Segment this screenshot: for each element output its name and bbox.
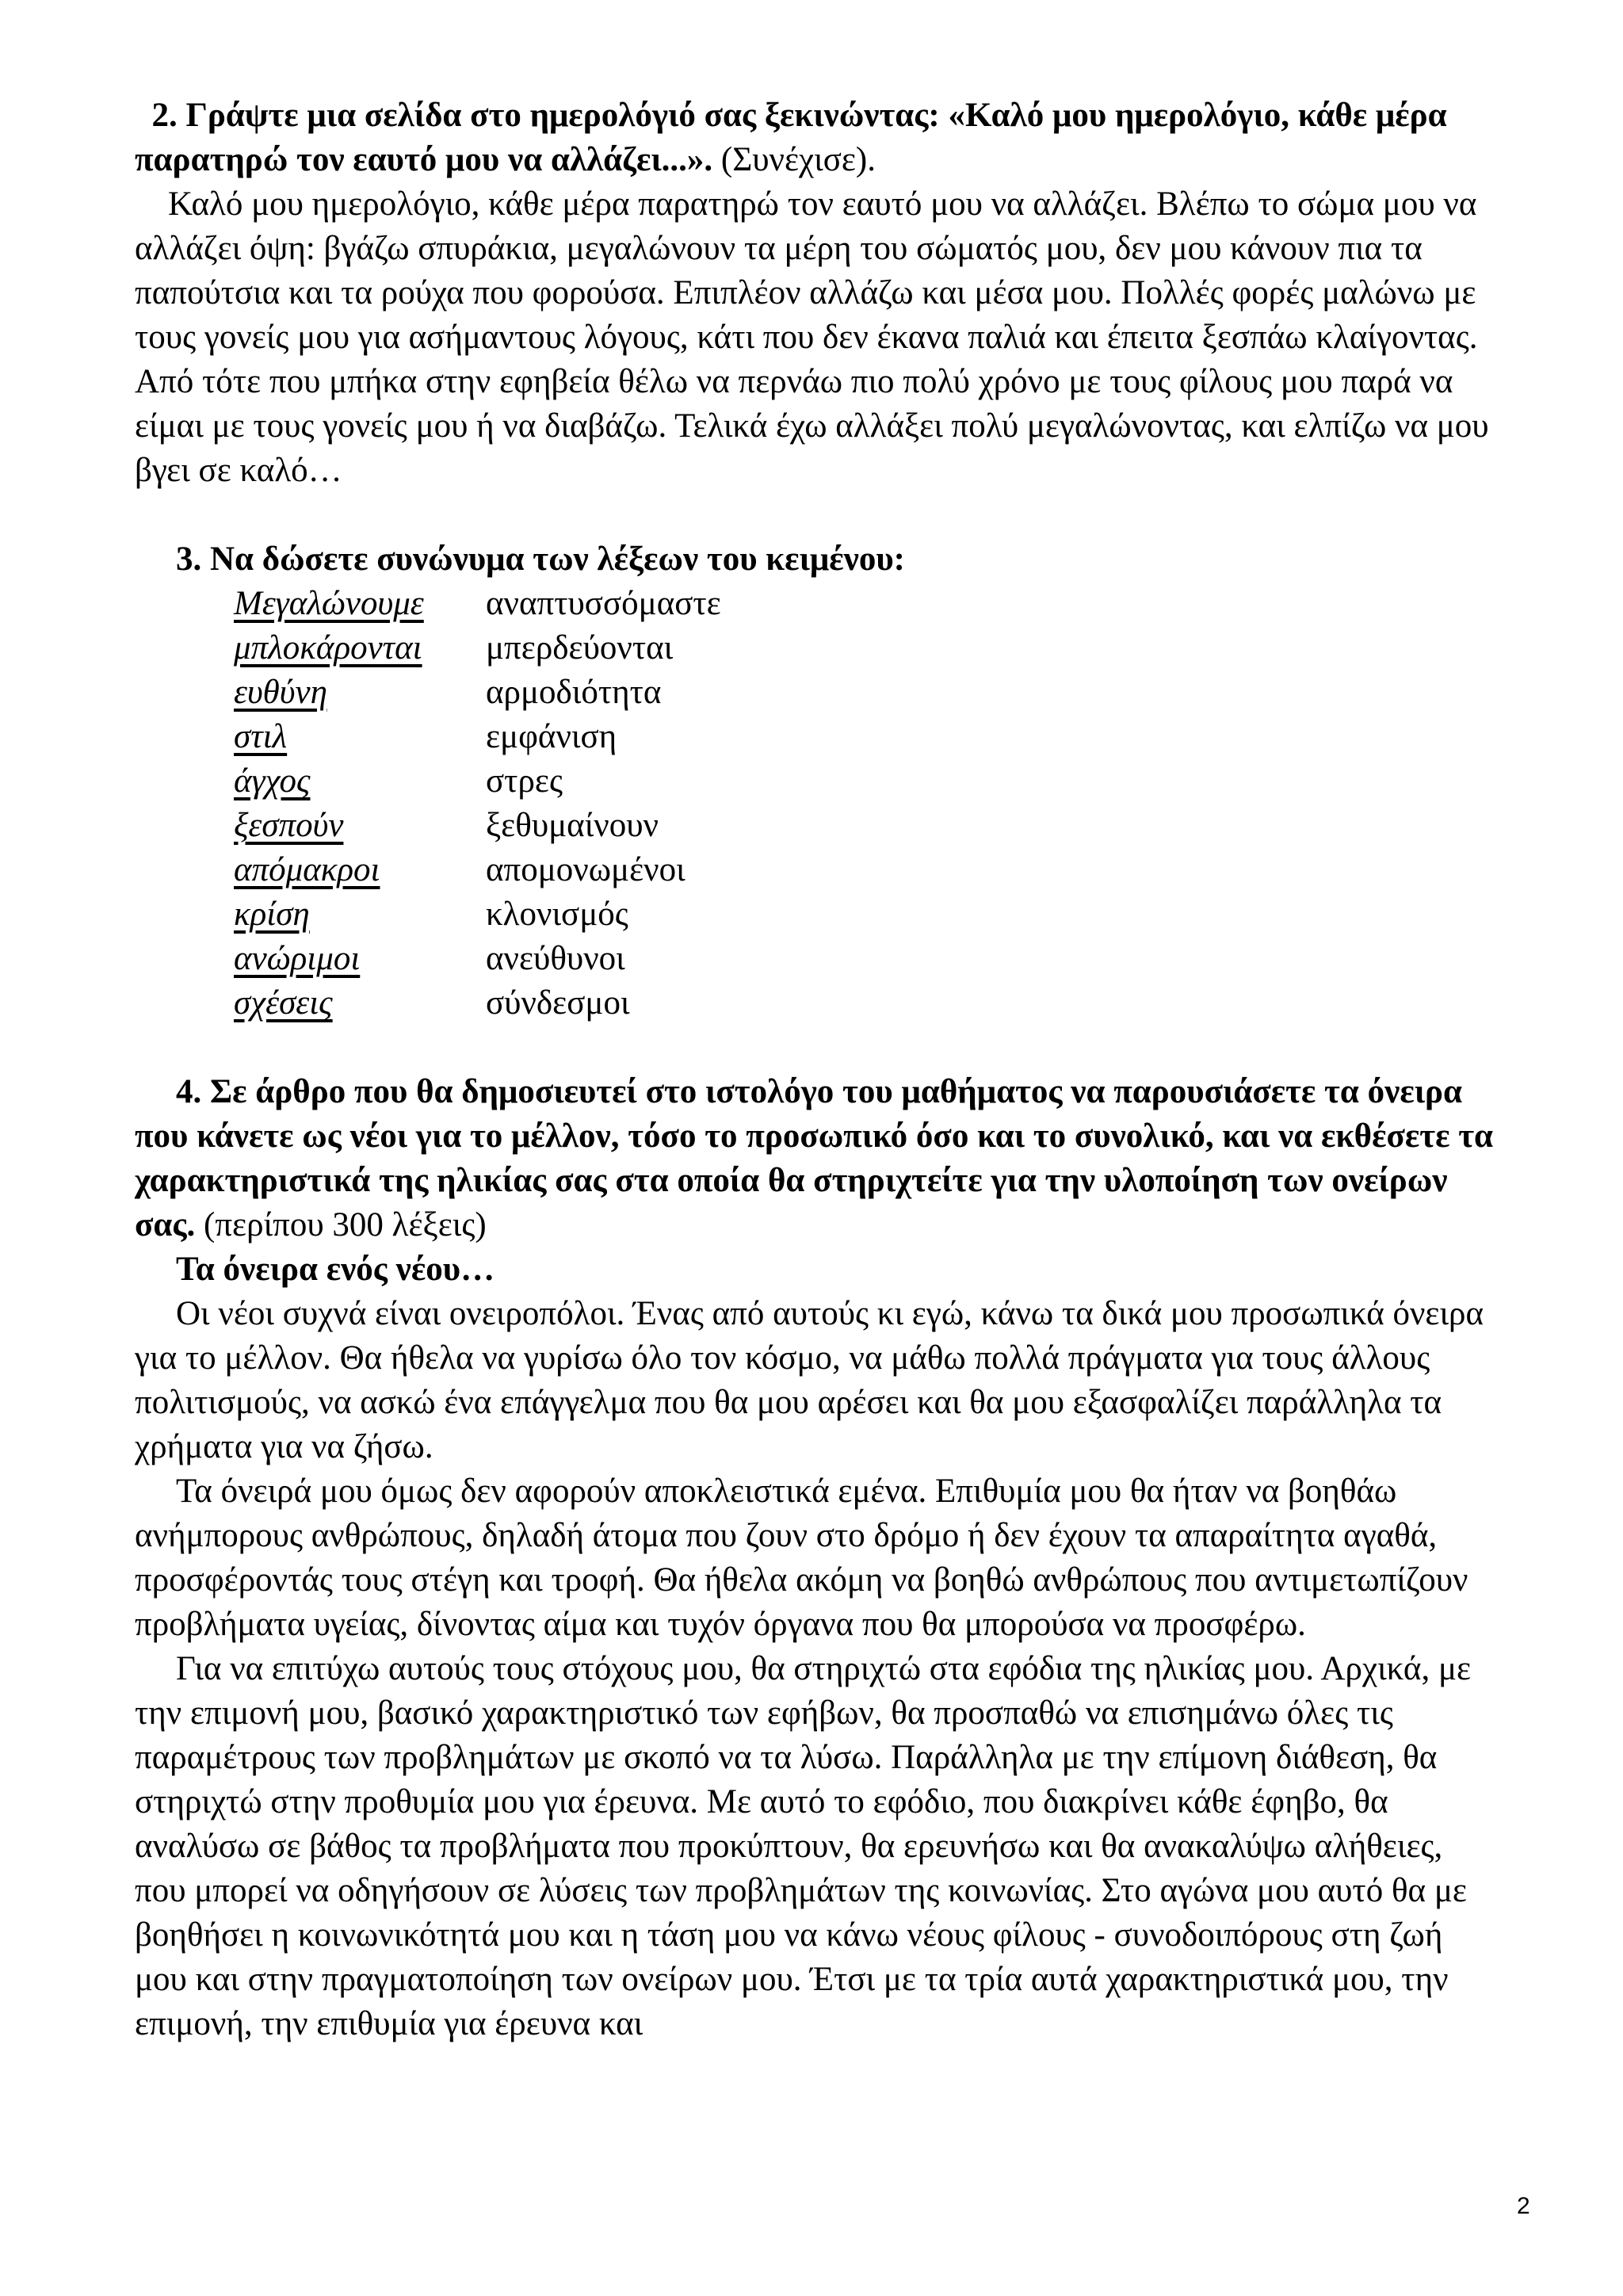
question-2-instruction: (Συνέχισε).	[720, 141, 876, 178]
synonym-word: μπλοκάρονται	[234, 629, 422, 667]
question-2-answer: Καλό μου ημερολόγιο, κάθε μέρα παρατηρώ τον εαυτό μου να αλλάζει. Βλέπω το σώμα μου να αλλάζει όψη: βγάζω σπυράκια, μεγαλώνουν τα μέρη του σώματός μου, δεν μου κάνουν πια τα παπούτσια και τα ρούχα που φορούσα. Επιπλέον αλλάζω και μέσα μου. Πολλές φορές μαλώνω με τους γονείς μου για ασήμαντους λόγους, κάτι που δεν έκανα παλιά και έπειτα ξεσπάω κλαίγοντας. Από τότε που μπήκα στην εφηβεία θέλω να περνάω πιο πολύ χρόνο με τους φίλους μου παρά να είμαι με τους γονείς μου ή να διαβάζω. Τελικά έχω αλλάξει πολύ μεγαλώνοντας, και ελπίζω να μου βγει σε καλό…	[135, 185, 1489, 489]
synonym-word: κρίση	[234, 896, 310, 933]
synonym-word: ευθύνη	[234, 674, 327, 711]
synonym-word: σχέσεις	[234, 984, 333, 1022]
question-4	[135, 1070, 1498, 1247]
question-2	[135, 94, 1498, 182]
synonym-row	[234, 937, 721, 981]
synonym-value: ξεθυμαίνουν	[486, 807, 659, 844]
synonym-value: αναπτυσσόμαστε	[486, 585, 721, 622]
question-4-heading: 4. Σε άρθρο που θα δημοσιευτεί στο ιστολόγο του μαθήματος να παρουσιάσετε τα όνειρα που κάνετε ως νέοι για το μέλλον, τόσο το προσωπικό όσο και το συνολικό, και να εκθέσετε τα χαρακτηριστικά της ηλικίας σας στα οποία θα στηριχτείτε για την υλοποίηση των ονείρων σας.	[135, 1073, 1494, 1244]
article-title: Τα όνειρα ενός νέου…	[176, 1251, 495, 1288]
synonym-row	[234, 670, 721, 715]
synonym-value: αρμοδιότητα	[486, 674, 662, 711]
synonym-row	[234, 582, 721, 626]
synonym-row	[234, 804, 721, 848]
article-paragraph-2: Τα όνειρά μου όμως δεν αφορούν αποκλειστικά εμένα. Επιθυμία μου θα ήταν να βοηθάω ανήμπορους ανθρώπους, δηλαδή άτομα που ζουν στο δρόμο ή δεν έχουν τα απαραίτητα αγαθά, προσφέροντάς τους στέγη και τροφή. Θα ήθελα ακόμη να βοηθώ ανθρώπους που αντιμετωπίζουν προβλήματα υγείας, δίνοντας αίμα και τυχόν όργανα που θα μπορούσα να προσφέρω.	[135, 1473, 1468, 1643]
synonym-value: ανεύθυνοι	[486, 940, 625, 977]
synonym-row	[234, 892, 721, 937]
synonym-row	[234, 759, 721, 804]
synonym-word: ανώριμοι	[234, 940, 361, 977]
page-number: 2	[1517, 2193, 1530, 2219]
synonyms-table	[234, 582, 721, 1026]
question-3-heading: 3. Να δώσετε συνώνυμα των λέξεων του κειμένου:	[176, 541, 905, 578]
article-paragraph-1: Οι νέοι συχνά είναι ονειροπόλοι. Ένας από αυτούς κι εγώ, κάνω τα δικά μου προσωπικά όνειρα για το μέλλον. Θα ήθελα να γυρίσω όλο τον κόσμο, να μάθω πολλά πράγματα για τους άλλους πολιτισμούς, να ασκώ ένα επάγγελμα που θα μου αρέσει και θα μου εξασφαλίζει παράλληλα τα χρήματα για να ζήσω.	[135, 1295, 1484, 1465]
synonym-value: κλονισμός	[486, 896, 628, 933]
synonym-word: Μεγαλώνουμε	[234, 585, 424, 622]
synonym-value: μπερδεύονται	[486, 629, 674, 667]
synonym-word: απόμακροι	[234, 851, 380, 888]
synonym-word: ξεσπούν	[234, 807, 344, 844]
question-4-word-count: (περίπου 300 λέξεις)	[204, 1206, 487, 1244]
article-paragraph-3: Για να επιτύχω αυτούς τους στόχους μου, θα στηριχτώ στα εφόδια της ηλικίας μου. Αρχικά, με την επιμονή μου, βασικό χαρακτηριστικό των εφήβων, θα προσπαθώ να επισημάνω όλες τις παραμέτρους των προβλημάτων με σκοπό να τα λύσω. Παράλληλα με την επίμονη διάθεση, θα στηριχτώ στην προθυμία μου για έρευνα. Με αυτό το εφόδιο, που διακρίνει κάθε έφηβο, θα αναλύσω σε βάθος τα προβλήματα που προκύπτουν, θα ερευνήσω και θα ανακαλύψω αλήθειες, που μπορεί να οδηγήσουν σε λύσεις των προβλημάτων της κοινωνίας. Στο αγώνα μου αυτό θα με βοηθήσει η κοινωνικότητά μου και η τάση μου να κάνω νέους φίλους - συνοδοιπόρους στη ζωή μου και στην πραγματοποίηση των ονείρων μου. Έτσι με τα τρία αυτά χαρακτηριστικά μου, την επιμονή, την επιθυμία για έρευνα και	[135, 1650, 1472, 2042]
synonym-value: εμφάνιση	[486, 718, 617, 755]
question-2-heading: 2. Γράψτε μια σελίδα στο ημερολόγιό σας ξεκινώντας: «Καλό μου ημερολόγιο, κάθε μέρα παρατηρώ τον εαυτό μου να αλλάζει...».	[135, 97, 1447, 178]
synonym-word: άγχος	[234, 762, 311, 800]
synonym-value: σύνδεσμοι	[486, 984, 630, 1022]
document-page	[135, 94, 1498, 2046]
synonym-value: απομονωμένοι	[486, 851, 685, 888]
synonym-value: στρες	[486, 762, 563, 800]
synonym-row	[234, 981, 721, 1026]
synonym-row	[234, 715, 721, 759]
synonym-row	[234, 848, 721, 892]
synonym-word: στιλ	[234, 718, 288, 755]
synonym-row	[234, 626, 721, 670]
